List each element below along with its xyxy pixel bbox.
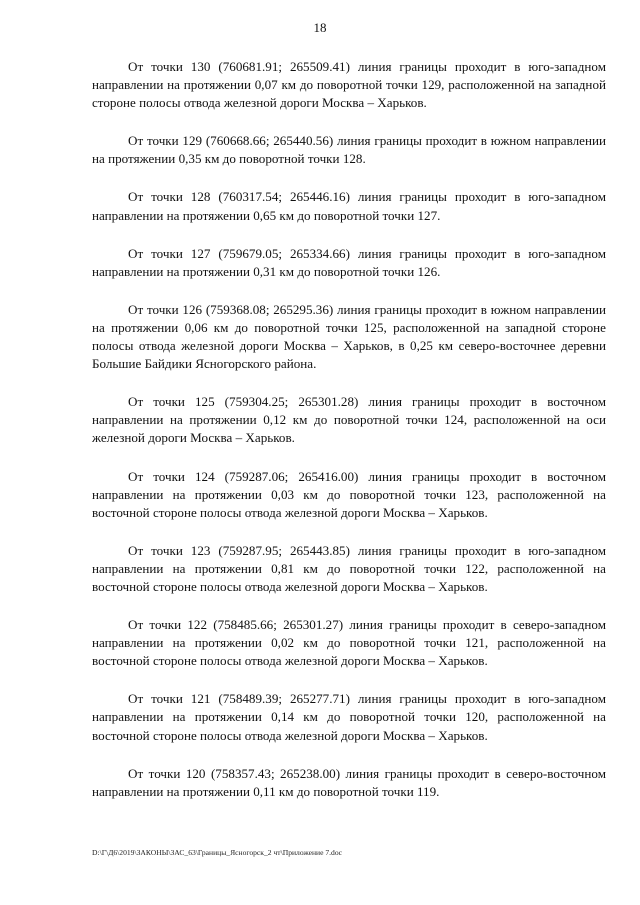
footer-file-path: D:\Г\Д6\2019\ЗАКОНЫ\ЗАС_63\Границы_Ясногорск_2 чт\Приложение 7.doc bbox=[92, 848, 343, 857]
paragraph-point-126: От точки 126 (759368.08; 265295.36) линия границы проходит в южном направлении на протяжении 0,06 км до поворотной точки 125, расположенной на западной стороне полосы отвода железной дороги Москва – Харьков, в 0,25 км северо-восточнее деревни Большие Байдики Ясногорского района. bbox=[92, 301, 606, 372]
page-number: 18 bbox=[313, 20, 327, 35]
paragraph-point-125: От точки 125 (759304.25; 265301.28) линия границы проходит в восточном направлении на протяжении 0,12 км до поворотной точки 124, расположенной на оси железной дороги Москва – Харьков. bbox=[92, 394, 606, 446]
paragraph-point-129: От точки 129 (760668.66; 265440.56) линия границы проходит в южном направлении на протяжении 0,35 км до поворотной точки 128. bbox=[92, 133, 606, 167]
paragraph-point-122: От точки 122 (758485.66; 265301.27) линия границы проходит в северо-западном направлении на протяжении 0,02 км до поворотной точки 121, расположенной на восточной стороне полосы отвода железной дороги Москва – Харьков. bbox=[92, 617, 606, 669]
paragraph-point-124: От точки 124 (759287.06; 265416.00) линия границы проходит в восточном направлении на протяжении 0,03 км до поворотной точки 123, расположенной на восточной стороне полосы отвода железной дороги Москва – Харьков. bbox=[92, 468, 606, 520]
paragraph-point-121: От точки 121 (758489.39; 265277.71) линия границы проходит в юго-западном направлении на протяжении 0,14 км до поворотной точки 120, расположенной на восточной стороне полосы отвода железной дороги Москва – Харьков. bbox=[92, 691, 606, 743]
paragraph-point-120: От точки 120 (758357.43; 265238.00) линия границы проходит в северо-восточном направлении на протяжении 0,11 км до поворотной точки 119. bbox=[92, 765, 606, 799]
paragraph-point-128: От точки 128 (760317.54; 265446.16) линия границы проходит в юго-западном направлении на протяжении 0,65 км до поворотной точки 127. bbox=[92, 189, 606, 223]
paragraph-point-130: От точки 130 (760681.91; 265509.41) линия границы проходит в юго-западном направлении на протяжении 0,07 км до поворотной точки 129, расположенной на западной стороне полосы отвода железной дороги Москва – Харьков. bbox=[92, 59, 606, 111]
paragraph-point-127: От точки 127 (759679.05; 265334.66) линия границы проходит в юго-западном направлении на протяжении 0,31 км до поворотной точки 126. bbox=[92, 245, 606, 279]
document-body bbox=[92, 58, 606, 821]
paragraph-point-123: От точки 123 (759287.95; 265443.85) линия границы проходит в юго-западном направлении на протяжении 0,81 км до поворотной точки 122, расположенной на восточной стороне полосы отвода железной дороги Москва – Харьков. bbox=[92, 542, 606, 594]
